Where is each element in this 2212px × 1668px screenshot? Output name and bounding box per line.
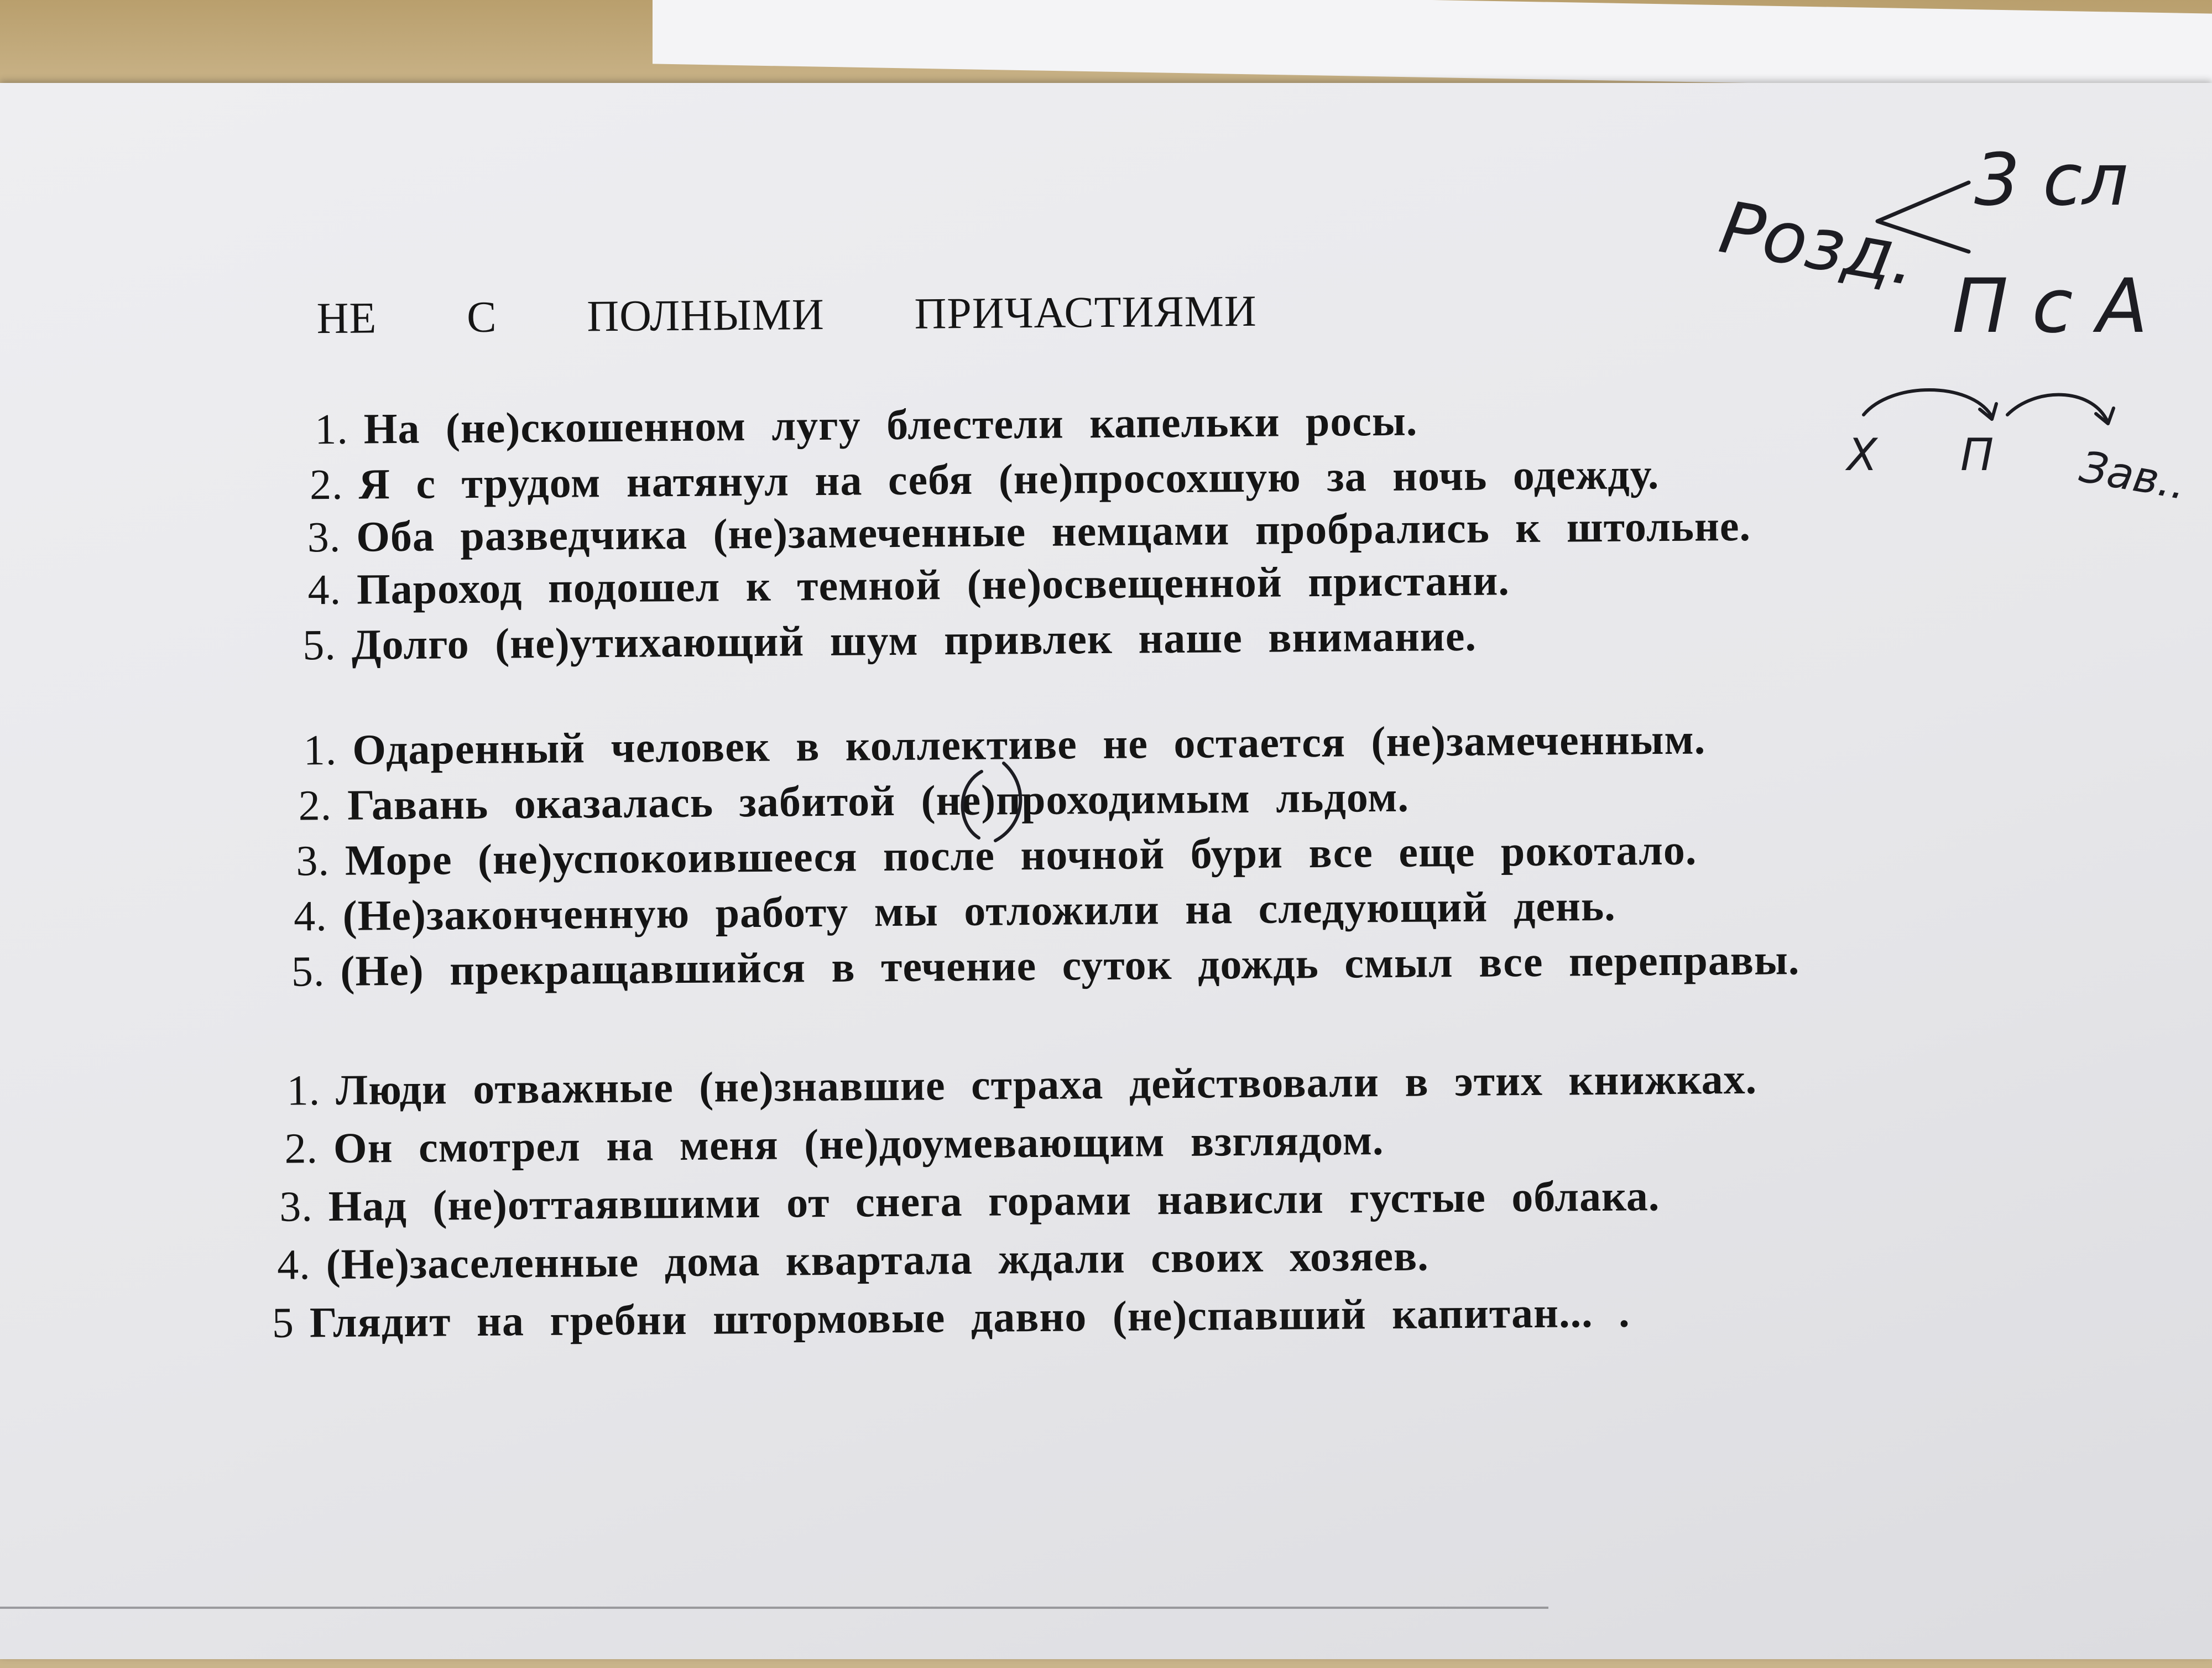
item-number: 1. xyxy=(303,725,337,774)
paper-fold-line xyxy=(0,1607,1548,1609)
scheme-label: Зав.. xyxy=(2076,442,2190,510)
handwriting-text xyxy=(1714,138,2190,510)
item-number: 3. xyxy=(307,512,341,561)
note-branch-upper: 3 сл xyxy=(1974,138,2128,222)
scheme-arc xyxy=(2007,395,2107,420)
sentence-text: Над (не)оттаявшими от снега горами нависли густые облака. xyxy=(328,1171,1660,1231)
scheme-arc xyxy=(1864,390,1991,415)
item-number: 5. xyxy=(291,947,325,995)
scheme-label: Х xyxy=(1847,429,1877,481)
note-razd: Розд. xyxy=(1714,185,1924,303)
item-number: 3. xyxy=(279,1182,314,1231)
sentence-text: Оба разведчика (не)замеченные немцами пробрались к штольне. xyxy=(356,501,1751,561)
item-number: 4. xyxy=(276,1240,311,1289)
item-number: 1. xyxy=(286,1066,321,1114)
sentence-text: Море (не)успокоившееся после ночной бури все еще рокотало. xyxy=(345,825,1697,884)
sentence-text: Одаренный человек в коллективе не остается (не)замеченным. xyxy=(352,715,1706,774)
item-number: 4. xyxy=(293,892,328,940)
item-number: 2. xyxy=(309,460,343,509)
sentence-text: (Не)заселенные дома квартала ждали своих хозяев. xyxy=(326,1231,1430,1289)
sentence-text: Глядит на гребни штормовые давно (не)спавший капитан... . xyxy=(309,1288,1630,1347)
circle-mark xyxy=(995,763,1020,841)
item-number: 5. xyxy=(302,620,337,669)
circle-mark xyxy=(963,772,982,838)
note-branch-lower: П с А xyxy=(1952,263,2148,350)
title-word: С xyxy=(466,293,497,342)
title-word: ПОЛНЫМИ xyxy=(587,290,825,341)
item-number: 3. xyxy=(296,836,330,885)
sentence-text: (Не)законченную работу мы отложили на следующий день. xyxy=(342,881,1616,940)
scheme-label: П xyxy=(1960,429,1994,481)
title-word: НЕ xyxy=(316,294,377,343)
sentence-text: Гавань оказалась забитой (не)проходимым льдом. xyxy=(347,772,1410,829)
sentence-text: Долго (не)утихающий шум привлек наше внимание. xyxy=(351,611,1477,669)
item-number: 2. xyxy=(298,780,332,830)
sentence-text: Люди отважные (не)знавшие страха действовали в этих книжках. xyxy=(335,1054,1757,1114)
sentence-text: Он смотрел на меня (не)доумевающим взглядом. xyxy=(333,1116,1384,1172)
item-number: 2. xyxy=(284,1124,319,1172)
sentence-text: На (не)скошенном лугу блестели капельки росы. xyxy=(363,396,1418,453)
sentence-text: Я с трудом натянул на себя (не)просохшую за ночь одежду. xyxy=(358,450,1660,508)
item-number: 5 xyxy=(272,1298,295,1347)
handwriting-ink xyxy=(963,183,2114,841)
sentence-text: (Не) прекращавшийся в течение суток дождь смыл все переправы. xyxy=(340,935,1800,995)
sentence-text: Пароход подошел к темной (не)освещенной пристани. xyxy=(356,556,1510,613)
item-number: 4. xyxy=(307,565,342,614)
title-word: ПРИЧАСТИЯМИ xyxy=(914,286,1257,338)
item-number: 1. xyxy=(314,404,349,454)
